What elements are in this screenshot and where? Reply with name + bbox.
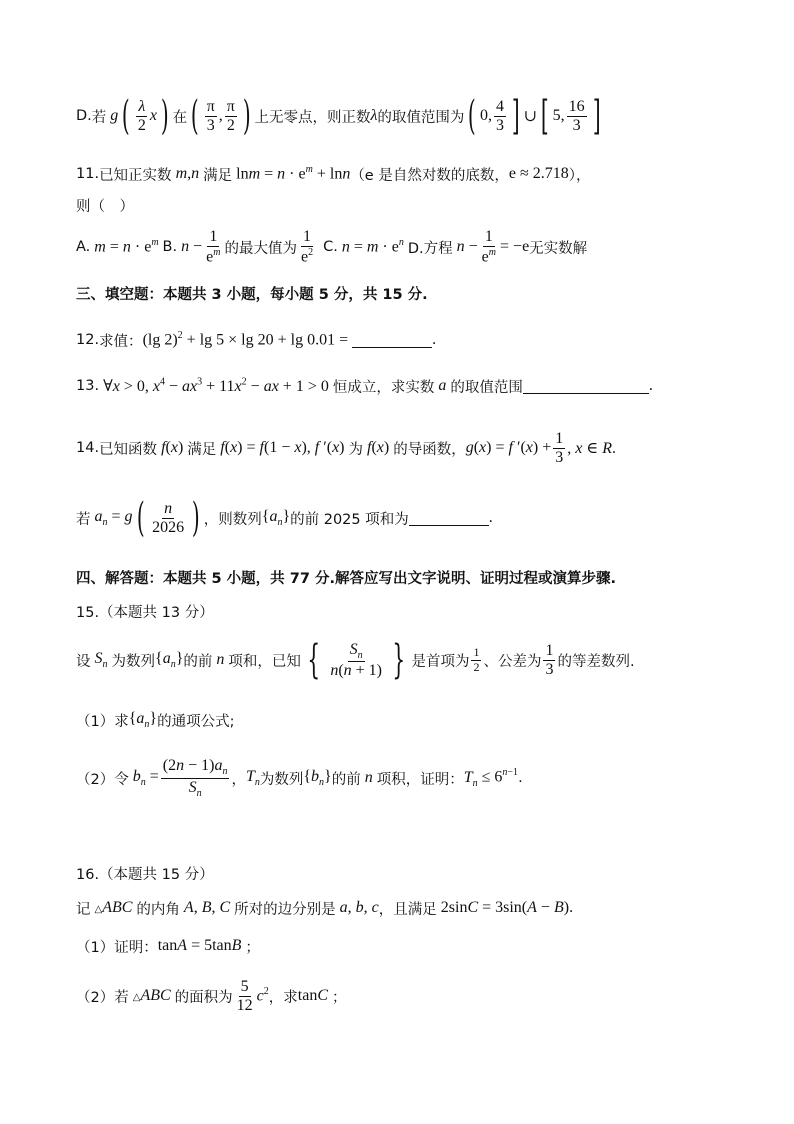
frac-4-3: $\frac{4}{3}$ (496, 97, 505, 134)
answer-blank-14[interactable] (409, 511, 489, 526)
frac-n-2026: $\frac{n}{2026}$ (152, 499, 185, 536)
question-16-title: 16.（本题共 15 分） (76, 866, 214, 883)
section-3-heading: 三、填空题：本题共 3 小题，每小题 5 分，共 15 分. (76, 286, 428, 303)
answer-blank-13[interactable] (523, 379, 649, 394)
question-16-part2: （2）若 △ABC 的面积为 $\frac{5}{12}$ $c^2$ ，求 tanC ； (76, 977, 347, 1014)
question-12: 12. 求值： (lg 2)$^2$ + lg 5 × lg 20 + lg 0.01 = . (76, 330, 437, 350)
question-11-stem: 11. 已知正实数 m,n 满足 $\ln m = n \cdot e^m + \ln n$ （e 是自然对数的底数， e ≈ 2.718 ）， (76, 164, 591, 184)
question-11-options: A. $m = n \cdot e^m$ B. n − $\frac{1}{e^m}$ 的最大值为 $\frac{1}{e^2}$ C. $n = m \cdot e^n$ D.方程 n − $\frac{1}{e^m}$ = −e 无实数解 (76, 228, 588, 266)
option-d-line: D. 若 g ( $\frac{\lambda}{2}$ x ) 在 ( $\frac{\pi}{3}$ , $\frac{\pi}{2}$ ) 上无零点，则正数 λ 的取值范围为 ( 0, $\frac{4}{3}$ ] ∪ [ 5, $\frac{16}{3}$ ] (76, 93, 601, 139)
option-d-label: D. (76, 108, 92, 124)
option-c: C. (323, 239, 338, 255)
option-b: B. (162, 239, 178, 255)
question-13: 13. ∀x > 0, $x^4 - ax^3 + 11x^2$ − ax + 1 > 0 恒成立，求实数 a 的取值范围 . (76, 376, 653, 396)
question-16-stem: 记 △ABC 的内角 A, B, C 所对的边分别是 a, b, c ，且满足 2sinC = 3sin(A − B). (76, 899, 574, 918)
question-15-part1: （1）求 $\{a_n\}$ 的通项公式; (76, 709, 235, 731)
question-15-part2: （2）令 $b_n$ = $\frac{(2n - 1)a_n}{S_n}$ ， $T_n$ 为数列 $\{b_n\}$ 的前 n 项积，证明： $T_n \le 6^{n-1}$ . (76, 757, 523, 799)
frac-16-3: $\frac{16}{3}$ (568, 97, 585, 134)
question-14-line1: 14. 已知函数 f(x) 满足 f(x) = f(1 − x), f ′(x) 为 f(x) 的导函数， g(x) = f ′(x) + $\frac{1}{3}$ , x ∈ R. (76, 429, 616, 466)
question-14-line2: 若 $a_n = g$ ( $\frac{n}{2026}$ ) ，则数列 $\{a_n\}$ 的前 2025 项和为 . (76, 495, 493, 541)
question-15-stem: 设 $S_n$ 为数列 $\{a_n\}$ 的前 n 项和，已知 { $\frac{S_n}{n(n + 1)}$ } 是首项为 $\frac{1}{2}$ 、公差为 $\frac{1}{3}$ 的等差数列. (76, 637, 635, 683)
question-11-stem-end: 则（ ） (76, 198, 134, 215)
question-15-title: 15.（本题共 13 分） (76, 604, 214, 621)
frac-5-12: $\frac{5}{12}$ (236, 977, 253, 1014)
option-a: A. (76, 239, 91, 255)
frac-lambda-2: $\frac{\lambda}{2}$ (137, 97, 146, 134)
frac-sn-over-nn1: $\frac{S_n}{n(n + 1)}$ (330, 640, 383, 679)
math-g: g (106, 107, 119, 124)
frac-pi-3: $\frac{\pi}{3}$ (206, 97, 215, 134)
frac-pi-2: $\frac{\pi}{2}$ (226, 97, 235, 134)
question-16-part1: （1）证明： tanA = 5tanB ； (76, 937, 260, 956)
frac-bn: $\frac{(2n - 1)a_n}{S_n}$ (162, 757, 228, 799)
answer-blank-12[interactable] (352, 333, 432, 348)
section-4-heading: 四、解答题：本题共 5 小题，共 77 分.解答应写出文字说明、证明过程或演算步骤. (76, 570, 616, 587)
option-d: D.方程 (407, 240, 453, 257)
